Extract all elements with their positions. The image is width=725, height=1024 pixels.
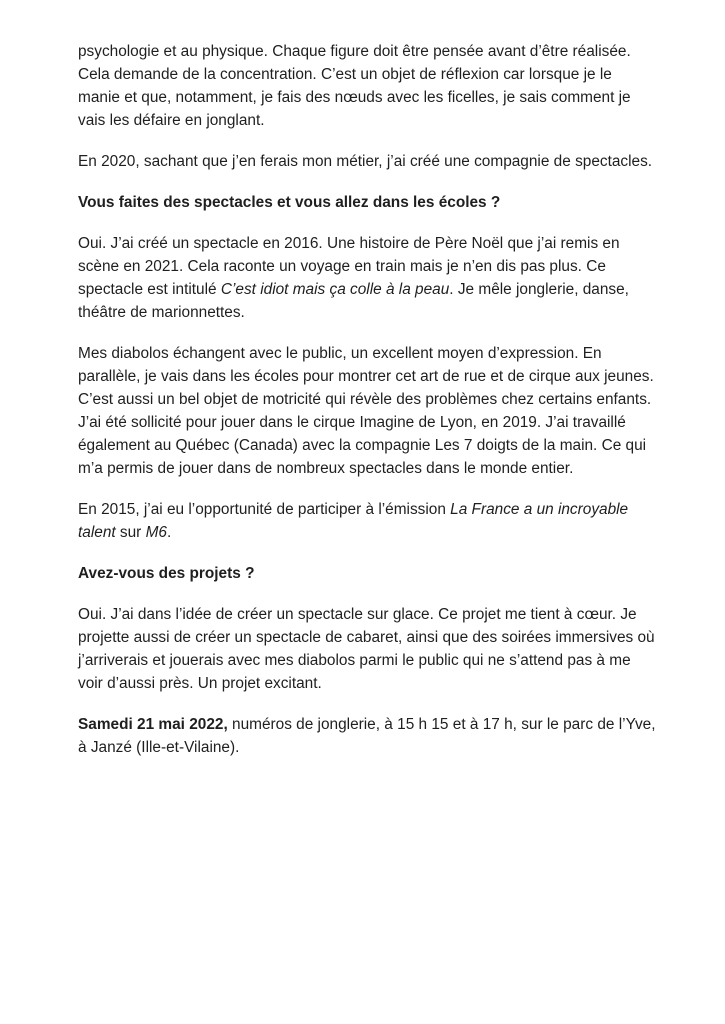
paragraph-3 xyxy=(78,232,658,324)
paragraph-1: psychologie et au physique. Chaque figure doit être pensée avant d’être réalisée. Cela demande de la concentration. C’est un objet de réflexion car lorsque je le manie et que, notamment, je fais des nœuds avec les ficelles, je sais comment je vais les défaire en jonglant. xyxy=(78,43,631,129)
show-title: C’est idiot mais ça colle à la peau xyxy=(220,281,450,298)
tv-channel: M6 xyxy=(145,524,167,541)
paragraph-6: Oui. J’ai dans l’idée de créer un spectacle sur glace. Ce projet me tient à cœur. Je projette aussi de créer un spectacle de cabaret, ainsi que des soirées immersives où j’arriverais et jouerais avec mes diabolos parmi le public qui ne s’attend pas à me voir d’aussi près. Un projet excitant. xyxy=(78,606,655,692)
event-date: Samedi 21 mai 2022, xyxy=(78,716,228,733)
paragraph-5-text-b: sur xyxy=(115,524,146,541)
paragraph-4: Mes diabolos échangent avec le public, un excellent moyen d’expression. En parallèle, je vais dans les écoles pour montrer cet art de rue et de cirque aux jeunes. C’est aussi un bel objet de motricité qui révèle des problèmes chez certains enfants. J’ai été sollicité pour jouer dans le cirque Imagine de Lyon, en 2019. J’ai travaillé également au Québec (Canada) avec la compagnie Les 7 doigts de la main. Ce qui m’a permis de jouer dans de nombreux spectacles dans le monde entier. xyxy=(78,345,654,477)
question-2: Avez-vous des projets ? xyxy=(78,565,255,582)
question-1: Vous faites des spectacles et vous allez dans les écoles ? xyxy=(78,194,501,211)
paragraph-5 xyxy=(78,498,658,544)
document-page xyxy=(78,40,658,777)
tv-show-title: La France a un incroyable talent xyxy=(78,501,629,541)
event-info xyxy=(78,713,658,759)
paragraph-5-text-c: . xyxy=(166,524,172,541)
paragraph-3-text-a: Oui. J’ai créé un spectacle en 2016. Une histoire de Père Noël que j’ai remis en scène en 2021. Cela raconte un voyage en train mais je n’en dis pas plus. Ce spectacle est intitulé xyxy=(78,235,620,298)
paragraph-2: En 2020, sachant que j’en ferais mon métier, j’ai créé une compagnie de spectacles. xyxy=(78,153,653,170)
event-details: numéros de jonglerie, à 15 h 15 et à 17 h, sur le parc de l’Yve, à Janzé (Ille-et-Vilaine). xyxy=(78,716,656,756)
paragraph-5-text-a: En 2015, j’ai eu l’opportunité de participer à l’émission xyxy=(78,501,451,518)
paragraph-3-text-b: . Je mêle jonglerie, danse, théâtre de marionnettes. xyxy=(78,281,629,321)
